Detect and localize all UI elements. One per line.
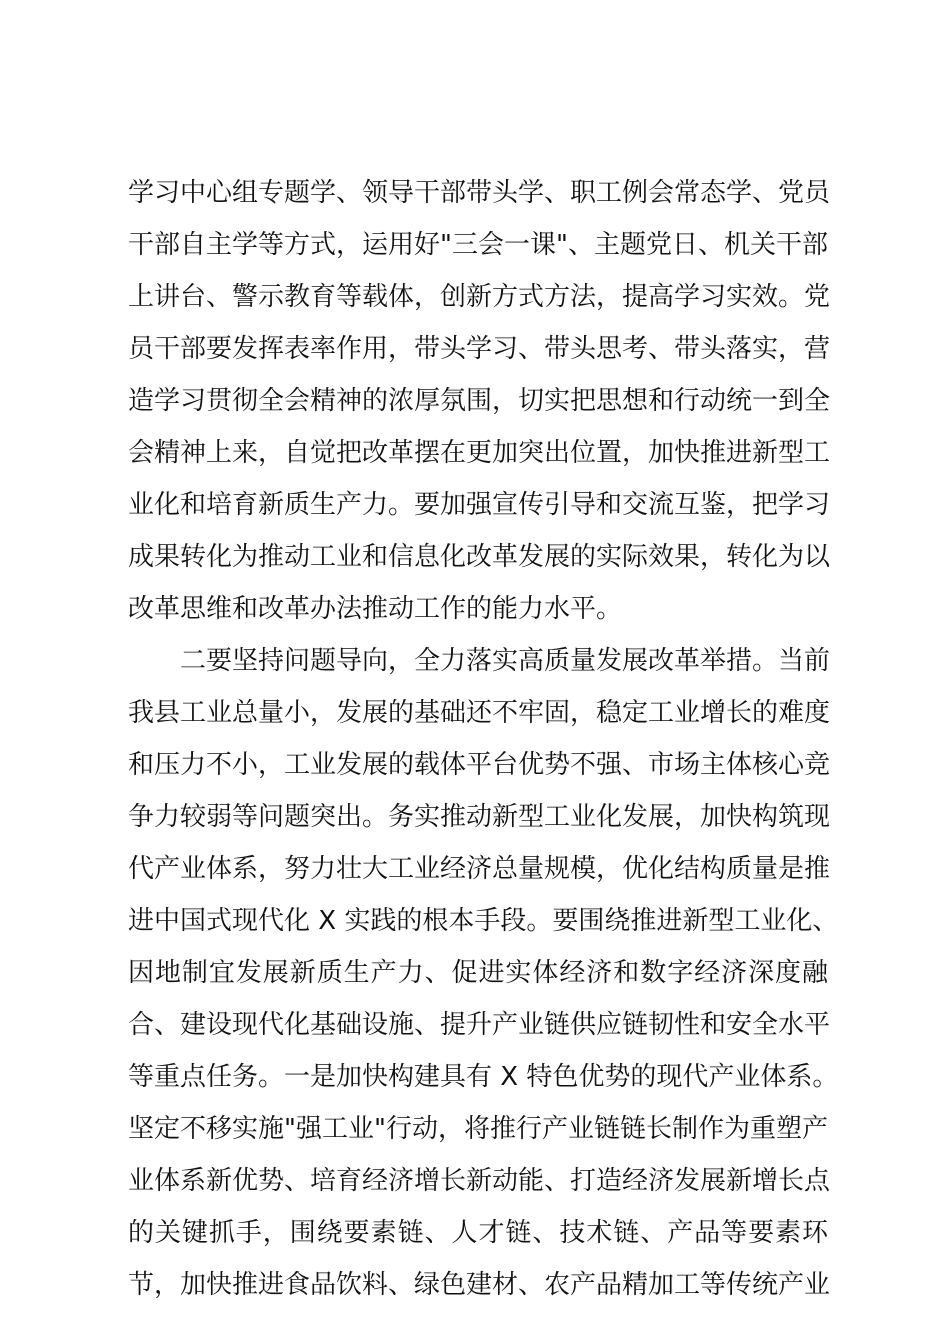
paragraph-line: 员干部要发挥表率作用，带头学习、带头思考、带头落实，营: [128, 334, 831, 364]
document-body: [128, 167, 839, 1311]
paragraph-line: 进中国式现代化 X 实践的根本手段。要围绕推进新型工业化、: [128, 906, 839, 936]
paragraph-line: 干部自主学等方式，运用好"三会一课"、主题党日、机关干部: [128, 230, 828, 260]
paragraph-line: 坚定不移实施"强工业"行动，将推行产业链链长制作为重塑产: [128, 1114, 828, 1144]
paragraph-line: 和压力不小，工业发展的载体平台优势不强、市场主体核心竞: [128, 750, 831, 780]
paragraph-2: [128, 635, 839, 1311]
paragraph-line: 学习中心组专题学、领导干部带头学、职工例会常态学、党员: [128, 178, 831, 208]
paragraph-line: 争力较弱等问题突出。务实推动新型工业化发展，加快构筑现: [128, 802, 831, 832]
paragraph-line: 造学习贯彻全会精神的浓厚氛围，切实把思想和行动统一到全: [128, 386, 831, 416]
paragraph-line: 代产业体系，努力壮大工业经济总量规模，优化结构质量是推: [128, 854, 831, 884]
paragraph-line: 成果转化为推动工业和信息化改革发展的实际效果，转化为以: [128, 542, 831, 572]
paragraph-line: 改革思维和改革办法推动工作的能力水平。: [128, 594, 623, 624]
paragraph-line: 因地制宜发展新质生产力、促进实体经济和数字经济深度融: [128, 958, 828, 988]
paragraph-line: 节，加快推进食品饮料、绿色建材、农产品精加工等传统产业: [128, 1270, 831, 1300]
paragraph-line: 会精神上来，自觉把改革摆在更加突出位置，加快推进新型工: [128, 438, 831, 468]
paragraph-line: 合、建设现代化基础设施、提升产业链供应链韧性和安全水平: [128, 1010, 831, 1040]
paragraph-line: 的关键抓手，围绕要素链、人才链、技术链、产品等要素环: [128, 1218, 828, 1248]
paragraph-line: 我县工业总量小，发展的基础还不牢固，稳定工业增长的难度: [128, 698, 831, 728]
paragraph-line: 等重点任务。一是加快构建具有 X 特色优势的现代产业体系。: [128, 1062, 839, 1092]
paragraph-line: 上讲台、警示教育等载体，创新方式方法，提高学习实效。党: [128, 282, 831, 312]
paragraph-line: 二要坚持问题导向，全力落实高质量发展改革举措。当前: [180, 646, 831, 676]
paragraph-line: 业体系新优势、培育经济增长新动能、打造经济发展新增长点: [128, 1166, 831, 1196]
paragraph-line: 业化和培育新质生产力。要加强宣传引导和交流互鉴，把学习: [128, 490, 831, 520]
paragraph-1: [128, 167, 831, 635]
